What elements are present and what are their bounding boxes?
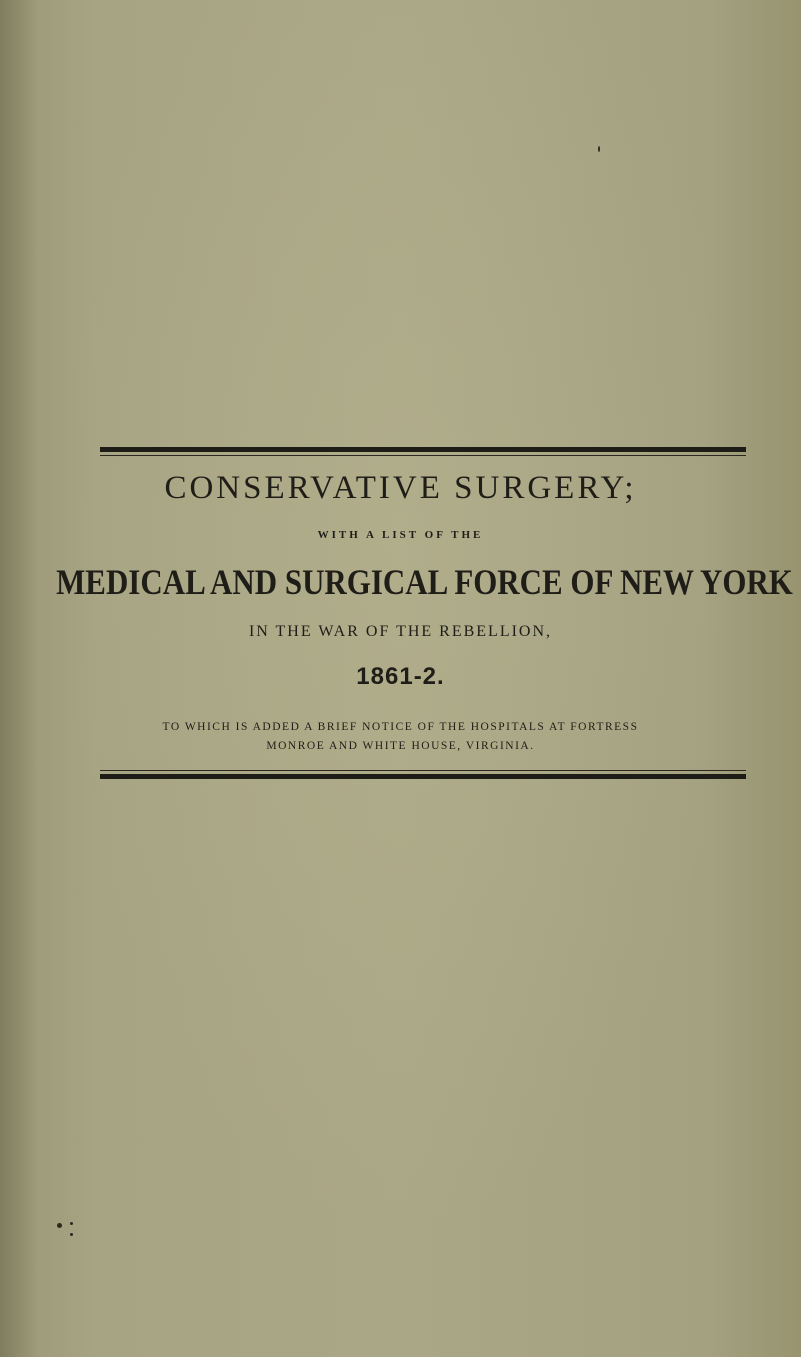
book-title: CONSERVATIVE SURGERY; [164, 470, 637, 506]
paper-speck [70, 1233, 73, 1236]
subtitle-force: MEDICAL AND SURGICAL FORCE OF NEW YORK [56, 562, 793, 602]
added-notice-line-2: MONROE AND WHITE HOUSE, VIRGINIA. [266, 740, 535, 752]
publication-years: 1861-2. [356, 663, 445, 690]
top-thin-rule [100, 455, 746, 456]
paper-speck [598, 146, 600, 152]
bottom-thin-rule [100, 770, 746, 771]
added-notice-line: TO WHICH IS ADDED A BRIEF NOTICE OF THE HOSPITALS AT FORTRESS [162, 721, 639, 733]
subtitle-war: IN THE WAR OF THE REBELLION, [248, 623, 553, 640]
paper-speck [70, 1222, 73, 1225]
paper-speck [57, 1223, 62, 1228]
top-thick-rule [100, 447, 746, 452]
subtitle-with-list: WITH A LIST OF THE [317, 529, 484, 541]
bottom-thick-rule [100, 774, 746, 779]
